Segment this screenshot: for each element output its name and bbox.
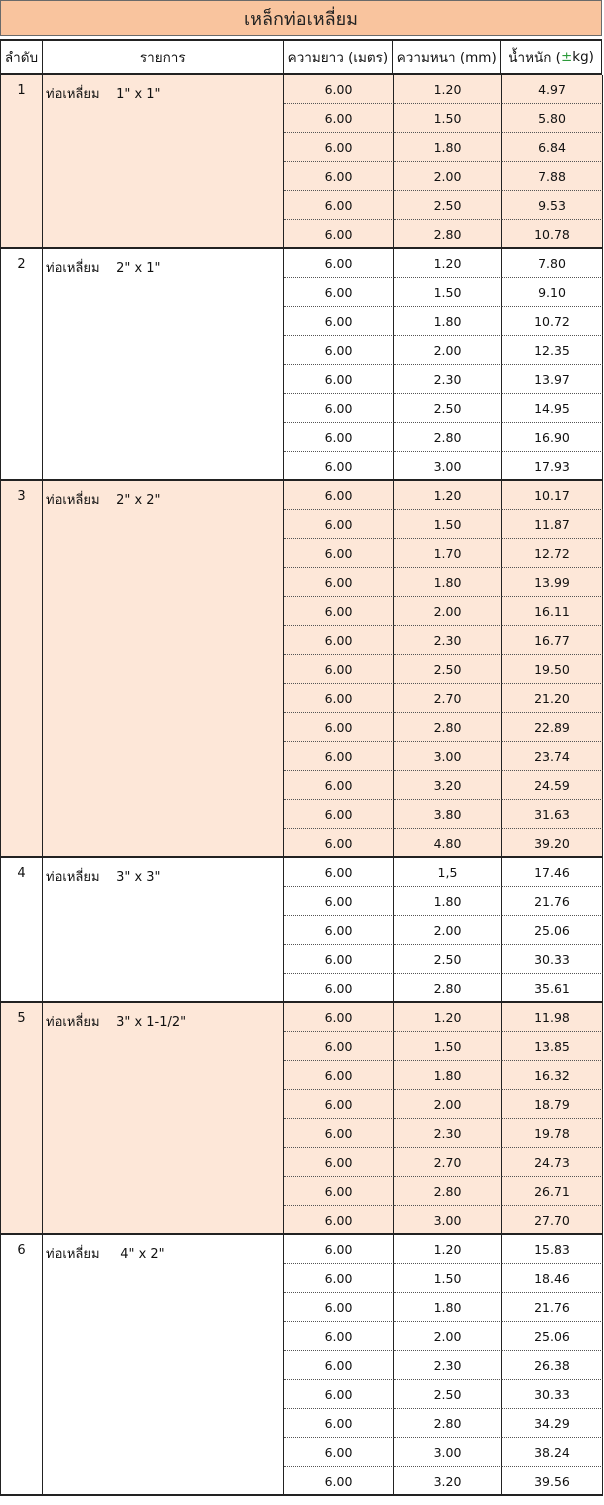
length-cell: 6.00 <box>284 1380 394 1409</box>
thickness-cell: 1.50 <box>394 1264 502 1293</box>
length-cell: 6.00 <box>284 1409 394 1438</box>
weight-cell: 17.93 <box>502 452 603 481</box>
weight-cell: 22.89 <box>502 713 603 742</box>
group-item-name: ท่อเหลี่ยม 4" x 2" <box>43 1235 284 1494</box>
thickness-cell: 2.50 <box>394 394 502 423</box>
thickness-cell: 3.00 <box>394 742 502 771</box>
length-cell: 6.00 <box>284 916 394 945</box>
thickness-cell: 1.80 <box>394 307 502 336</box>
length-cell: 6.00 <box>284 1061 394 1090</box>
table-group <box>0 1003 602 1235</box>
thickness-cell: 2.30 <box>394 1351 502 1380</box>
thickness-cell: 3.80 <box>394 800 502 829</box>
length-cell: 6.00 <box>284 104 394 133</box>
length-cell: 6.00 <box>284 1090 394 1119</box>
group-number: 2 <box>1 249 43 479</box>
length-cell: 6.00 <box>284 365 394 394</box>
group-number: 3 <box>1 481 43 856</box>
table-row <box>284 568 603 597</box>
thickness-cell: 1.50 <box>394 278 502 307</box>
header-weight-suffix: kg) <box>572 49 594 65</box>
weight-cell: 18.46 <box>502 1264 603 1293</box>
group-item-name: ท่อเหลี่ยม 3" x 3" <box>43 858 284 1001</box>
length-cell: 6.00 <box>284 771 394 800</box>
table-row <box>284 945 603 974</box>
weight-cell: 19.50 <box>502 655 603 684</box>
weight-cell: 9.10 <box>502 278 603 307</box>
thickness-cell: 4.80 <box>394 829 502 858</box>
weight-cell: 16.11 <box>502 597 603 626</box>
length-cell: 6.00 <box>284 1032 394 1061</box>
thickness-cell: 2.30 <box>394 1119 502 1148</box>
thickness-cell: 2.30 <box>394 365 502 394</box>
thickness-cell: 1.80 <box>394 133 502 162</box>
length-cell: 6.00 <box>284 713 394 742</box>
length-cell: 6.00 <box>284 1293 394 1322</box>
length-cell: 6.00 <box>284 1003 394 1032</box>
header-length: ความยาว (เมตร) <box>284 41 394 73</box>
length-cell: 6.00 <box>284 1206 394 1235</box>
weight-cell: 39.56 <box>502 1467 603 1496</box>
table-row <box>284 75 603 104</box>
table-row <box>284 510 603 539</box>
thickness-cell: 2.50 <box>394 1380 502 1409</box>
table-row <box>284 307 603 336</box>
weight-cell: 12.72 <box>502 539 603 568</box>
group-number: 5 <box>1 1003 43 1233</box>
table-row <box>284 191 603 220</box>
table-row <box>284 1235 603 1264</box>
weight-cell: 7.80 <box>502 249 603 278</box>
length-cell: 6.00 <box>284 249 394 278</box>
weight-cell: 13.97 <box>502 365 603 394</box>
thickness-cell: 2.80 <box>394 1177 502 1206</box>
thickness-cell: 3.20 <box>394 1467 502 1496</box>
length-cell: 6.00 <box>284 1351 394 1380</box>
table-row <box>284 626 603 655</box>
group-number: 4 <box>1 858 43 1001</box>
table-row <box>284 974 603 1003</box>
weight-cell: 10.72 <box>502 307 603 336</box>
table-header <box>0 39 602 75</box>
length-cell: 6.00 <box>284 1177 394 1206</box>
length-cell: 6.00 <box>284 278 394 307</box>
weight-cell: 17.46 <box>502 858 603 887</box>
table-group <box>0 75 602 249</box>
thickness-cell: 2.80 <box>394 1409 502 1438</box>
table-row <box>284 1438 603 1467</box>
weight-cell: 39.20 <box>502 829 603 858</box>
length-cell: 6.00 <box>284 394 394 423</box>
table-row <box>284 133 603 162</box>
weight-cell: 4.97 <box>502 75 603 104</box>
length-cell: 6.00 <box>284 887 394 916</box>
weight-cell: 21.76 <box>502 1293 603 1322</box>
length-cell: 6.00 <box>284 655 394 684</box>
weight-cell: 34.29 <box>502 1409 603 1438</box>
table-row <box>284 829 603 858</box>
table-row <box>284 655 603 684</box>
group-rows <box>284 1235 603 1496</box>
length-cell: 6.00 <box>284 191 394 220</box>
thickness-cell: 1.20 <box>394 1003 502 1032</box>
table-row <box>284 1206 603 1235</box>
thickness-cell: 2.00 <box>394 336 502 365</box>
thickness-cell: 1.50 <box>394 510 502 539</box>
table-row <box>284 800 603 829</box>
table-body <box>0 75 602 1496</box>
table-row <box>284 1061 603 1090</box>
table-row <box>284 916 603 945</box>
weight-cell: 16.77 <box>502 626 603 655</box>
table-row <box>284 1322 603 1351</box>
thickness-cell: 1.20 <box>394 481 502 510</box>
weight-cell: 19.78 <box>502 1119 603 1148</box>
length-cell: 6.00 <box>284 452 394 481</box>
weight-cell: 11.98 <box>502 1003 603 1032</box>
thickness-cell: 2.50 <box>394 191 502 220</box>
weight-cell: 21.20 <box>502 684 603 713</box>
thickness-cell: 2.00 <box>394 916 502 945</box>
thickness-cell: 1.20 <box>394 1235 502 1264</box>
weight-cell: 23.74 <box>502 742 603 771</box>
weight-cell: 24.73 <box>502 1148 603 1177</box>
table-group <box>0 1235 602 1496</box>
length-cell: 6.00 <box>284 829 394 858</box>
weight-cell: 11.87 <box>502 510 603 539</box>
table-row <box>284 539 603 568</box>
weight-cell: 7.88 <box>502 162 603 191</box>
table-row <box>284 452 603 481</box>
plus-minus-symbol: ± <box>560 49 573 65</box>
table-group <box>0 249 602 481</box>
weight-cell: 13.99 <box>502 568 603 597</box>
weight-cell: 12.35 <box>502 336 603 365</box>
thickness-cell: 1.80 <box>394 568 502 597</box>
table-row <box>284 887 603 916</box>
table-group <box>0 481 602 858</box>
length-cell: 6.00 <box>284 568 394 597</box>
length-cell: 6.00 <box>284 539 394 568</box>
table-row <box>284 771 603 800</box>
weight-cell: 16.32 <box>502 1061 603 1090</box>
group-rows <box>284 481 603 858</box>
length-cell: 6.00 <box>284 423 394 452</box>
weight-cell: 18.79 <box>502 1090 603 1119</box>
length-cell: 6.00 <box>284 307 394 336</box>
thickness-cell: 2.80 <box>394 220 502 249</box>
thickness-cell: 2.00 <box>394 1090 502 1119</box>
group-item-name: ท่อเหลี่ยม 1" x 1" <box>43 75 284 247</box>
thickness-cell: 3.00 <box>394 1206 502 1235</box>
length-cell: 6.00 <box>284 858 394 887</box>
thickness-cell: 1.50 <box>394 1032 502 1061</box>
table-row <box>284 365 603 394</box>
table-row <box>284 336 603 365</box>
length-cell: 6.00 <box>284 162 394 191</box>
thickness-cell: 2.50 <box>394 945 502 974</box>
table-row <box>284 1032 603 1061</box>
group-rows <box>284 1003 603 1235</box>
group-number: 6 <box>1 1235 43 1494</box>
length-cell: 6.00 <box>284 1235 394 1264</box>
table-row <box>284 423 603 452</box>
table-row <box>284 713 603 742</box>
length-cell: 6.00 <box>284 75 394 104</box>
length-cell: 6.00 <box>284 481 394 510</box>
table-row <box>284 1264 603 1293</box>
thickness-cell: 2.00 <box>394 1322 502 1351</box>
thickness-cell: 2.70 <box>394 684 502 713</box>
thickness-cell: 3.00 <box>394 1438 502 1467</box>
thickness-cell: 2.50 <box>394 655 502 684</box>
weight-cell: 10.78 <box>502 220 603 249</box>
weight-cell: 10.17 <box>502 481 603 510</box>
length-cell: 6.00 <box>284 626 394 655</box>
weight-cell: 16.90 <box>502 423 603 452</box>
group-rows <box>284 858 603 1003</box>
thickness-cell: 1.20 <box>394 249 502 278</box>
table-row <box>284 249 603 278</box>
length-cell: 6.00 <box>284 510 394 539</box>
length-cell: 6.00 <box>284 1322 394 1351</box>
thickness-cell: 1.20 <box>394 75 502 104</box>
header-no: ลำดับ <box>1 41 43 73</box>
weight-cell: 27.70 <box>502 1206 603 1235</box>
table-row <box>284 742 603 771</box>
page-title-text: เหล็กท่อเหลี่ยม <box>243 8 359 30</box>
thickness-cell: 1.80 <box>394 887 502 916</box>
weight-cell: 6.84 <box>502 133 603 162</box>
weight-cell: 14.95 <box>502 394 603 423</box>
table-row <box>284 1119 603 1148</box>
thickness-cell: 3.00 <box>394 452 502 481</box>
weight-cell: 24.59 <box>502 771 603 800</box>
thickness-cell: 1.70 <box>394 539 502 568</box>
thickness-cell: 2.00 <box>394 597 502 626</box>
table-row <box>284 220 603 249</box>
weight-cell: 26.38 <box>502 1351 603 1380</box>
weight-cell: 5.80 <box>502 104 603 133</box>
weight-cell: 38.24 <box>502 1438 603 1467</box>
length-cell: 6.00 <box>284 597 394 626</box>
thickness-cell: 2.80 <box>394 713 502 742</box>
group-item-name: ท่อเหลี่ยม 3" x 1-1/2" <box>43 1003 284 1233</box>
length-cell: 6.00 <box>284 220 394 249</box>
thickness-cell: 2.70 <box>394 1148 502 1177</box>
header-item: รายการ <box>43 41 284 73</box>
thickness-cell: 2.80 <box>394 974 502 1003</box>
group-number: 1 <box>1 75 43 247</box>
length-cell: 6.00 <box>284 1438 394 1467</box>
length-cell: 6.00 <box>284 974 394 1003</box>
thickness-cell: 1.80 <box>394 1061 502 1090</box>
table-row <box>284 1003 603 1032</box>
table-row <box>284 1177 603 1206</box>
length-cell: 6.00 <box>284 742 394 771</box>
weight-cell: 25.06 <box>502 1322 603 1351</box>
table-row <box>284 1409 603 1438</box>
length-cell: 6.00 <box>284 1148 394 1177</box>
length-cell: 6.00 <box>284 800 394 829</box>
length-cell: 6.00 <box>284 133 394 162</box>
weight-cell: 13.85 <box>502 1032 603 1061</box>
length-cell: 6.00 <box>284 336 394 365</box>
header-weight <box>501 41 602 73</box>
table-row <box>284 597 603 626</box>
weight-cell: 30.33 <box>502 945 603 974</box>
table-row <box>284 858 603 887</box>
table-row <box>284 684 603 713</box>
group-rows <box>284 249 603 481</box>
table-row <box>284 1090 603 1119</box>
table-row <box>284 162 603 191</box>
table-row <box>284 1351 603 1380</box>
thickness-cell: 2.80 <box>394 423 502 452</box>
thickness-cell: 1.80 <box>394 1293 502 1322</box>
header-weight-prefix: น้ำหนัก ( <box>508 50 561 66</box>
length-cell: 6.00 <box>284 945 394 974</box>
table-group <box>0 858 602 1003</box>
page-title <box>0 0 602 36</box>
thickness-cell: 1,5 <box>394 858 502 887</box>
weight-cell: 35.61 <box>502 974 603 1003</box>
length-cell: 6.00 <box>284 684 394 713</box>
length-cell: 6.00 <box>284 1264 394 1293</box>
group-item-name: ท่อเหลี่ยม 2" x 2" <box>43 481 284 856</box>
weight-cell: 9.53 <box>502 191 603 220</box>
group-rows <box>284 75 603 249</box>
table-row <box>284 1148 603 1177</box>
table-row <box>284 481 603 510</box>
table-row <box>284 1467 603 1496</box>
thickness-cell: 3.20 <box>394 771 502 800</box>
weight-cell: 25.06 <box>502 916 603 945</box>
table-row <box>284 1380 603 1409</box>
group-item-name: ท่อเหลี่ยม 2" x 1" <box>43 249 284 479</box>
weight-cell: 31.63 <box>502 800 603 829</box>
header-thickness: ความหนา (mm) <box>393 41 501 73</box>
weight-cell: 21.76 <box>502 887 603 916</box>
length-cell: 6.00 <box>284 1119 394 1148</box>
thickness-cell: 2.00 <box>394 162 502 191</box>
weight-cell: 15.83 <box>502 1235 603 1264</box>
thickness-cell: 1.50 <box>394 104 502 133</box>
weight-cell: 26.71 <box>502 1177 603 1206</box>
table-row <box>284 394 603 423</box>
weight-cell: 30.33 <box>502 1380 603 1409</box>
length-cell: 6.00 <box>284 1467 394 1496</box>
table-row <box>284 278 603 307</box>
table-row <box>284 104 603 133</box>
table-row <box>284 1293 603 1322</box>
thickness-cell: 2.30 <box>394 626 502 655</box>
